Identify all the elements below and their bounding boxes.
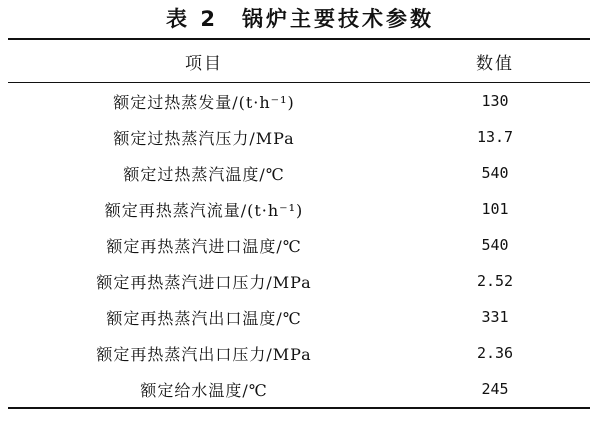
table-row [8,83,590,119]
row-item: 额定再热蒸汽进口温度/℃ [106,236,302,256]
header-item: 项目 [185,53,223,74]
row-item: 额定再热蒸汽流量/(t·h⁻¹) [104,200,304,220]
header-row [8,40,590,82]
row-item: 额定给水温度/℃ [140,380,268,400]
header-value: 数值 [476,53,514,74]
row-value: 13.7 [476,128,514,146]
row-value: 2.36 [476,344,514,362]
table-row [8,299,590,335]
row-item: 额定过热蒸汽温度/℃ [123,164,285,184]
row-value: 540 [481,236,509,254]
row-value: 101 [481,200,509,218]
row-item: 额定再热蒸汽出口温度/℃ [106,308,302,328]
row-item: 额定过热蒸汽压力/MPa [113,128,295,148]
row-item: 额定过热蒸发量/(t·h⁻¹) [113,92,295,112]
row-item: 额定再热蒸汽进口压力/MPa [96,272,312,292]
table-row [8,191,590,227]
table-row [8,119,590,155]
row-value: 2.52 [476,272,514,290]
row-item: 额定再热蒸汽出口压力/MPa [96,344,312,364]
bottom-rule [8,407,590,409]
table-row [8,371,590,407]
row-value: 245 [481,380,509,398]
table-row [8,155,590,191]
table-row [8,335,590,371]
row-value: 331 [481,308,509,326]
parameters-table [8,38,590,409]
table-row [8,227,590,263]
row-value: 540 [481,164,509,182]
row-value: 130 [481,92,509,110]
table-title: 表 2 锅炉主要技术参数 [166,7,434,31]
table-row [8,263,590,299]
